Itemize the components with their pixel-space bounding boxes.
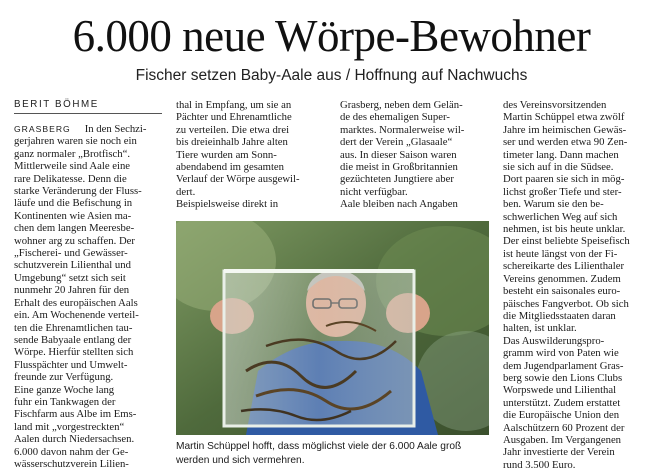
text-line: ten die Ehrenamtlichen tau- bbox=[14, 321, 133, 334]
text-line: ben. Warum sie den be- bbox=[503, 198, 604, 211]
text-line: ein. Am Wochenende verteil- bbox=[14, 309, 139, 322]
text-line: fuhr ein Tankwagen der bbox=[14, 395, 116, 408]
article-column-4 bbox=[503, 99, 651, 471]
text-line: besteht ein saisonales euro- bbox=[503, 285, 621, 298]
article-headline: 6.000 neue Wörpe-Bewohner bbox=[72, 11, 591, 61]
text-line: gramm wird von Paten wie bbox=[503, 347, 619, 360]
text-line: lichst großer Tiefe und ster- bbox=[503, 185, 622, 198]
text-line: schutzverein Lilienthal und bbox=[14, 259, 131, 272]
text-line: halten, ist unklar. bbox=[503, 322, 577, 335]
text-line: Verlauf der Wörpe ausgewil- bbox=[176, 173, 300, 186]
text-line: die Mitgliedsstaaten daran bbox=[503, 309, 616, 322]
text-line: Das Auswilderungspro- bbox=[503, 334, 605, 347]
text-line: chen dem langen Meeresbe- bbox=[14, 222, 135, 235]
article-photo bbox=[176, 221, 489, 435]
text-line: starke Veränderung der Fluss- bbox=[14, 185, 142, 198]
text-line: Dort paaren sie sich in mög- bbox=[503, 173, 625, 186]
text-line: dem Jugendparlament Gras- bbox=[503, 359, 624, 372]
text-line: Eine ganze Woche lang bbox=[14, 383, 115, 396]
text-line: sende Babyaale entlang der bbox=[14, 333, 132, 346]
article-column-3 bbox=[340, 99, 488, 211]
text-line: bis dreieinhalb Jahre alten bbox=[176, 136, 288, 149]
text-line: wohner arg zu schaffen. Der bbox=[14, 234, 135, 247]
article-column-2 bbox=[176, 99, 324, 211]
text-line: nicht verfügbar. bbox=[340, 185, 408, 198]
text-line: dert. bbox=[176, 185, 196, 198]
text-line: thal in Empfang, um sie an bbox=[176, 99, 292, 111]
text-line: Kontinenten wie Asien ma- bbox=[14, 209, 132, 222]
text-line: Erhalt des europäischen Aals bbox=[14, 296, 138, 309]
article-subheadline: Fischer setzen Baby-Aale aus / Hoffnung auf Nachwuchs bbox=[135, 67, 528, 84]
text-line: Jahr investierte der Verein bbox=[503, 446, 615, 459]
dateline: GRASBERG bbox=[14, 124, 71, 134]
text-line: de des ehemaligen Super- bbox=[340, 111, 450, 124]
text-line: nehmen, ist bis heute unklar. bbox=[503, 223, 626, 236]
text-line: Aalschützern 60 Prozent der bbox=[503, 421, 625, 434]
text-line: Der einst beliebte Speisefisch bbox=[503, 235, 630, 248]
text-line: gerjahren waren sie noch ein bbox=[14, 135, 137, 148]
text-line: päisches Fangverbot. Ob sich bbox=[503, 297, 629, 310]
text-line: rare Delikatesse. Denn die bbox=[14, 172, 127, 185]
text-line: ist heute längst von der Fi- bbox=[503, 247, 618, 260]
text-line: Fischfarm aus Albe im Ems- bbox=[14, 408, 137, 421]
text-line: Worpswede und Lilienthal bbox=[503, 384, 617, 397]
text-line: 6.000 davon nahm der Ge- bbox=[14, 445, 129, 458]
text-line: die meist in Großbritannien bbox=[340, 161, 458, 174]
text-line: Aalen durch Niedersachsen. bbox=[14, 433, 135, 446]
text-line: Mittlerweile sind Aale eine bbox=[14, 160, 131, 173]
text-line: schwerlichen Weg auf sich bbox=[503, 210, 618, 223]
text-line: Beispielsweise direkt in bbox=[176, 198, 279, 211]
text-line: marktes. Normalerweise wil- bbox=[340, 123, 465, 136]
article-column-1 bbox=[14, 123, 162, 470]
text-line: Aale bleiben nach Angaben bbox=[340, 198, 458, 211]
photo-illustration bbox=[176, 221, 489, 435]
text-line: rund 3.500 Euro. bbox=[503, 458, 576, 471]
text-line: abendabend im gesamten bbox=[176, 161, 285, 174]
text-line: des Vereinsvorsitzenden bbox=[503, 99, 607, 111]
text-line: berg sowie den Lions Clubs bbox=[503, 371, 623, 384]
text-line: die Europäische Union den bbox=[503, 409, 620, 422]
text-line: Vereins genommen. Zudem bbox=[503, 272, 621, 285]
text-line: dert der Verein „Glasaale“ bbox=[340, 136, 453, 149]
text-line: „Fischerei- und Gewässer- bbox=[14, 247, 128, 260]
author-byline: BERIT BÖHME bbox=[14, 99, 99, 110]
text-line: Ausgaben. Im Vergangenen bbox=[503, 433, 622, 446]
text-line: zu verteilen. Die etwa drei bbox=[176, 123, 290, 136]
byline-rule bbox=[14, 113, 162, 114]
text-line: Pächter und Ehrenamtliche bbox=[176, 111, 292, 124]
text-line: wässerschutzverein Lilien- bbox=[14, 457, 129, 470]
text-line: Flusspächter und Umwelt- bbox=[14, 358, 128, 371]
text-line bbox=[14, 123, 162, 135]
text-line: nunmehr 20 Jahren für den bbox=[14, 284, 130, 297]
text-line: Grasberg, neben dem Gelän- bbox=[340, 99, 463, 111]
text-line: Wörpe. Hierfür stellten sich bbox=[14, 346, 134, 359]
text-line: Tiere wurden am Sonn- bbox=[176, 148, 277, 161]
text-line: Umgebung“ setzt sich seit bbox=[14, 271, 126, 284]
text-line: freunde zur Verfügung. bbox=[14, 371, 114, 384]
text-line: läufe und die Befischung in bbox=[14, 197, 133, 210]
text-line: unterstützt. Zudem erstattet bbox=[503, 396, 621, 409]
text-line: ganz normaler „Brotfisch“. bbox=[14, 147, 131, 160]
photo-caption: Martin Schüppel hofft, dass möglichst viele der 6.000 Aale groß werden und sich vermehren. bbox=[176, 441, 462, 466]
text-line: gezüchteten Jungtiere aber bbox=[340, 173, 454, 186]
text-fragment: In den Sechzi- bbox=[84, 123, 147, 135]
text-line: aus. In dieser Saison waren bbox=[340, 148, 457, 161]
text-line: ser und werden etwa 90 Zen- bbox=[503, 136, 628, 149]
text-line: schereikarte des Lilienthaler bbox=[503, 260, 625, 273]
text-line: land mit „vorgestreckten“ bbox=[14, 420, 125, 433]
text-line: sie sich auf in die Südsee. bbox=[503, 161, 614, 174]
text-line: Martin Schüppel etwa zwölf bbox=[503, 111, 625, 124]
text-line: timeter lang. Dann machen bbox=[503, 148, 619, 161]
text-line: Jahre im heimischen Gewäs- bbox=[503, 123, 627, 136]
